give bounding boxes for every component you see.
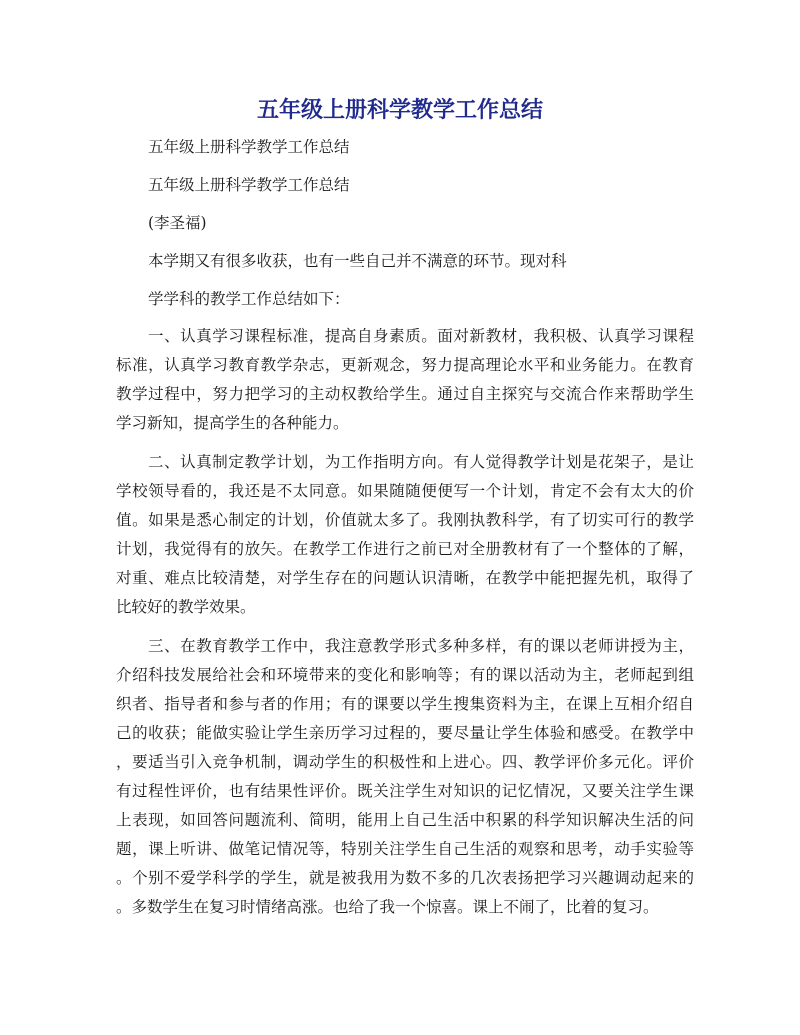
intro-paragraph-line: 学学科的教学工作总结如下： — [148, 290, 350, 308]
section3-line: 介绍科技发展给社会和环境带来的变化和影响等；有的课以活动为主，老师起到组 — [116, 666, 694, 684]
section3-line: 题，课上听讲、做笔记情况等，特别关注学生自己生活的观察和思考，动手实验等 — [116, 840, 694, 858]
section3-line: 。个别不爱学科学的学生，就是被我用为数不多的几次表扬把学习兴趣调动起来的 — [116, 869, 694, 887]
section3-line: 三、在教育教学工作中，我注意教学形式多种多样，有的课以老师讲授为主， — [148, 637, 694, 655]
section2-line: 对重、难点比较清楚，对学生存在的问题认识清晰，在教学中能把握先机，取得了 — [116, 569, 694, 587]
intro-paragraph-line: 本学期又有很多收获，也有一些自己并不满意的环节。现对科 — [148, 252, 567, 270]
section2-line: 二、认真制定教学计划，为工作指明方向。有人觉得教学计划是花架子，是让 — [148, 453, 694, 471]
section1-line: 标准，认真学习教育教学杂志，更新观念，努力提高理论水平和业务能力。在教育 — [116, 356, 694, 374]
section3-line: 己的收获；能做实验让学生亲历学习过程的，要尽量让学生体验和感受。在教学中 — [116, 724, 694, 742]
subtitle-line: 五年级上册科学教学工作总结 — [148, 176, 350, 194]
section3-line: 上表现，如回答问题流利、简明，能用上自己生活中积累的科学知识解决生活的问 — [116, 811, 694, 829]
section3-line: 有过程性评价，也有结果性评价。既关注学生对知识的记忆情况，又要关注学生课 — [116, 782, 694, 800]
section3-line: 。多数学生在复习时情绪高涨。也给了我一个惊喜。课上不闹了，比着的复习。 — [116, 898, 659, 916]
section2-line: 学校领导看的，我还是不太同意。如果随随便便写一个计划，肯定不会有太大的价 — [116, 482, 694, 500]
section1-line: 教学过程中，努力把学习的主动权教给学生。通过自主探究与交流合作来帮助学生 — [116, 385, 694, 403]
document-title: 五年级上册科学教学工作总结 — [256, 98, 543, 123]
section1-line: 学习新知，提高学生的各种能力。 — [116, 414, 349, 432]
section2-line: 值。如果是悉心制定的计划，价值就太多了。我刚执教科学，有了切实可行的教学 — [116, 511, 694, 529]
section3-line: ，要适当引入竞争机制，调动学生的积极性和上进心。四、教学评价多元化。评价 — [116, 753, 694, 771]
subtitle-line: 五年级上册科学教学工作总结 — [148, 138, 350, 156]
author-line: (李圣福) — [148, 214, 207, 232]
section2-line: 计划，我觉得有的放矢。在教学工作进行之前已对全册教材有了一个整体的了解， — [116, 540, 694, 558]
section2-line: 比较好的教学效果。 — [116, 598, 256, 616]
section1-line: 一、认真学习课程标准，提高自身素质。面对新教材，我积极、认真学习课程 — [148, 327, 694, 345]
section3-line: 织者、指导者和参与者的作用；有的课要以学生搜集资料为主，在课上互相介绍自 — [116, 695, 694, 713]
